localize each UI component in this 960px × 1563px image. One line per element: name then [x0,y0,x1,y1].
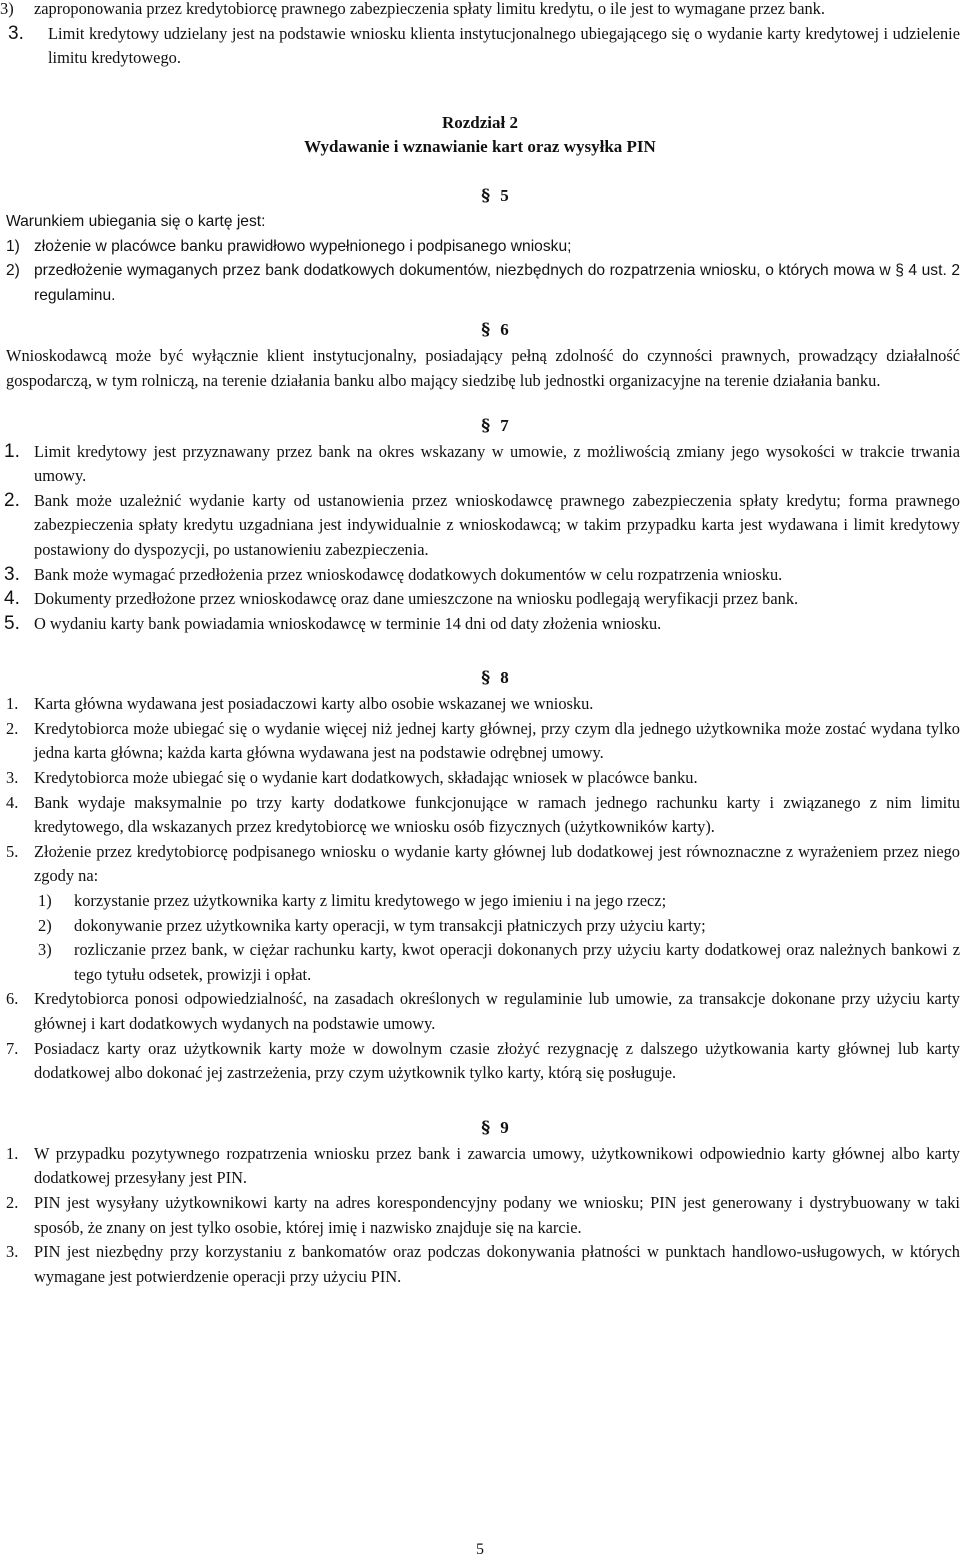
item-number: 3. [4,563,20,585]
section-number: 8 [500,668,509,688]
section-heading-5 [0,184,960,210]
list-item [0,791,960,840]
list-item [0,840,960,889]
list-item [0,1240,960,1289]
section-number: 5 [500,185,509,205]
chapter-title: Rozdział 2 [441,112,519,132]
item-number: 3. [6,768,19,788]
item-number: 5. [6,841,19,861]
page-number: 5 [476,1541,484,1558]
item-number: 3. [6,1242,19,1262]
item-text: dokonywanie przez użytkownika karty operacji, w tym transakcji płatniczych przy użyciu karty; [74,915,706,935]
section-sign: § [481,320,491,341]
item-text: Limit kredytowy jest przyznawany przez bank na okres wskazany w umowie, z możliwością zmiany jego wysokości w trakcie trwania umowy. [34,441,960,486]
item-number: 1. [4,440,20,462]
item-number: 1) [6,237,20,255]
list-item [0,0,960,22]
item-text: Limit kredytowy udzielany jest na podstawie wniosku klienta instytucjonalnego ubiegającego się o wydanie karty kredytowej i udzielenie limitu kredytowego. [48,23,960,68]
paragraph-text: Wnioskodawcą może być wyłącznie klient instytucjonalny, posiadający pełną zdolność do czynności prawnych, prowadzący działalność gospodarczą, w tym rolniczą, na terenie działania banku albo mający siedzibę lub jednostki organizacyjne na terenie działania banku. [6,346,960,390]
section-number: 9 [500,1117,509,1137]
list-item [0,1142,960,1191]
item-number: 1) [38,891,52,911]
item-text: PIN jest niezbędny przy korzystaniu z bankomatów oraz podczas dokonywania płatności w punktach handlowo-usługowych, w których wymagane jest potwierdzenie operacji przy użyciu PIN. [34,1242,960,1286]
item-number: 5. [4,612,20,634]
item-text: W przypadku pozytywnego rozpatrzenia wniosku przez bank i zawarcia umowy, użytkownikowi odpowiednio karty głównej albo karty dodatkowej przesyłany jest PIN. [34,1143,960,1188]
section-number: 7 [500,415,509,435]
section-sign: § [481,1117,491,1138]
section-intro [0,210,960,235]
item-text: Dokumenty przedłożone przez wnioskodawcę oraz dane umieszczone na wniosku podlegają weryfikacji przez bank. [34,589,799,609]
list-item [0,717,960,766]
item-text: rozliczanie przez bank, w ciężar rachunku karty, kwot operacji dokonanych przy użyciu karty dodatkowej oraz należnych bankowi z tego tytułu odsetek, prowizji i opłat. [74,940,960,984]
section-heading-9 [0,1116,960,1142]
section-heading-7 [0,414,960,440]
item-text: przedłożenie wymaganych przez bank dodatkowych dokumentów, niezbędnych do rozpatrzenia wniosku, o których mowa w § 4 ust. 2 regulaminu. [34,262,960,304]
list-item [0,692,960,717]
item-number: 4. [4,588,20,610]
item-text: Kredytobiorca może ubiegać się o wydanie więcej niż jednej karty głównej, przy czym dla jednego użytkownika może zostać wydana tylko jedna karta główna; każda karta główna wydawana jest na podstawie odrębnej umowy. [34,718,960,763]
section-heading-8 [0,666,960,692]
list-item [0,440,960,489]
list-item [0,489,960,563]
item-text: zaproponowania przez kredytobiorcę prawnego zabezpieczenia spłaty limitu kredytu, o ile jest to wymagane przez bank. [34,0,825,18]
item-number: 2. [6,1192,19,1212]
sub-list-item [0,889,960,914]
list-item [0,563,960,588]
chapter-subtitle: Wydawanie i wznawianie kart oraz wysyłka PIN [304,137,656,157]
list-item [0,1191,960,1240]
item-number: 2) [6,262,20,280]
item-number: 1. [6,1143,19,1163]
list-item [0,1037,960,1086]
list-item [0,587,960,612]
item-text: Bank może uzależnić wydanie karty od ustanowienia przez wnioskodawcę prawnego zabezpieczenia spłaty kredytu; forma prawnego zabezpieczenia spłaty kredytu uzgadniana jest indywidualnie z wnioskodawcą; w takim przypadku karta jest wydawana i limit kredytowy postawiony do dyspozycji, po ustanowieniu zabezpieczenia. [34,490,960,559]
sub-list-item [0,914,960,939]
item-text: Karta główna wydawana jest posiadaczowi karty albo osobie wskazanej we wniosku. [34,694,594,714]
section-sign: § [481,415,491,436]
paragraph [0,344,960,393]
item-number: 6. [6,989,19,1009]
item-number: 3. [8,22,24,44]
list-item [0,259,960,308]
item-text: korzystanie przez użytkownika karty z limitu kredytowego w jego imieniu i na jego rzecz; [74,891,667,911]
item-number: 3) [0,0,14,18]
item-text: Złożenie przez kredytobiorcę podpisanego wniosku o wydanie karty głównej lub dodatkowej jest równoznaczne z wyrażeniem przez niego zgody na: [34,841,960,886]
item-number: 7. [6,1038,19,1058]
list-item [0,22,960,71]
item-number: 1. [6,694,19,714]
section-sign: § [481,185,491,206]
intro-text: Warunkiem ubiegania się o kartę jest: [6,212,266,230]
list-item [0,235,960,260]
item-text: Kredytobiorca może ubiegać się o wydanie kart dodatkowych, składając wniosek w placówce banku. [34,768,698,788]
item-text: złożenie w placówce banku prawidłowo wypełnionego i podpisanego wniosku; [34,237,572,255]
item-text: O wydaniu karty bank powiadamia wnioskodawcę w terminie 14 dni od daty złożenia wniosku. [34,613,662,633]
item-number: 4. [6,792,19,812]
item-text: Posiadacz karty oraz użytkownik karty może w dowolnym czasie złożyć rezygnację z dalszego użytkowania karty głównej lub karty dodatkowej albo dokonać jej zastrzeżenia, przy czym użytkownik tylko karty, którą się posługuje. [34,1038,960,1083]
section-number: 6 [500,320,509,340]
section-heading-6 [0,318,960,344]
item-number: 2. [4,489,20,511]
item-number: 2) [38,915,52,935]
list-item [0,612,960,637]
item-text: Bank wydaje maksymalnie po trzy karty dodatkowe funkcjonujące w ramach jednego rachunku karty i związanego z nim limitu kredytowego, dla wskazanych przez kredytobiorcę we wniosku osób fizycznych (użytkowników karty). [34,792,960,837]
item-number: 2. [6,718,19,738]
item-text: Bank może wymagać przedłożenia przez wnioskodawcę dodatkowych dokumentów w celu rozpatrzenia wniosku. [34,564,783,584]
sub-list-item [0,938,960,987]
item-text: PIN jest wysyłany użytkownikowi karty na adres korespondencyjny podany we wniosku; PIN jest generowany i dystrybuowany w taki sposób, że znany on jest tylko osobie, której imię i nazwisko znajduje się na karcie. [34,1192,960,1237]
list-item [0,766,960,791]
item-number: 3) [38,940,52,960]
list-item [0,987,960,1036]
item-text: Kredytobiorca ponosi odpowiedzialność, na zasadach określonych w regulaminie lub umowie, za transakcje dokonane przy użyciu karty głównej i kart dodatkowych wydanych na podstawie umowy. [34,989,960,1033]
section-sign: § [481,668,491,689]
